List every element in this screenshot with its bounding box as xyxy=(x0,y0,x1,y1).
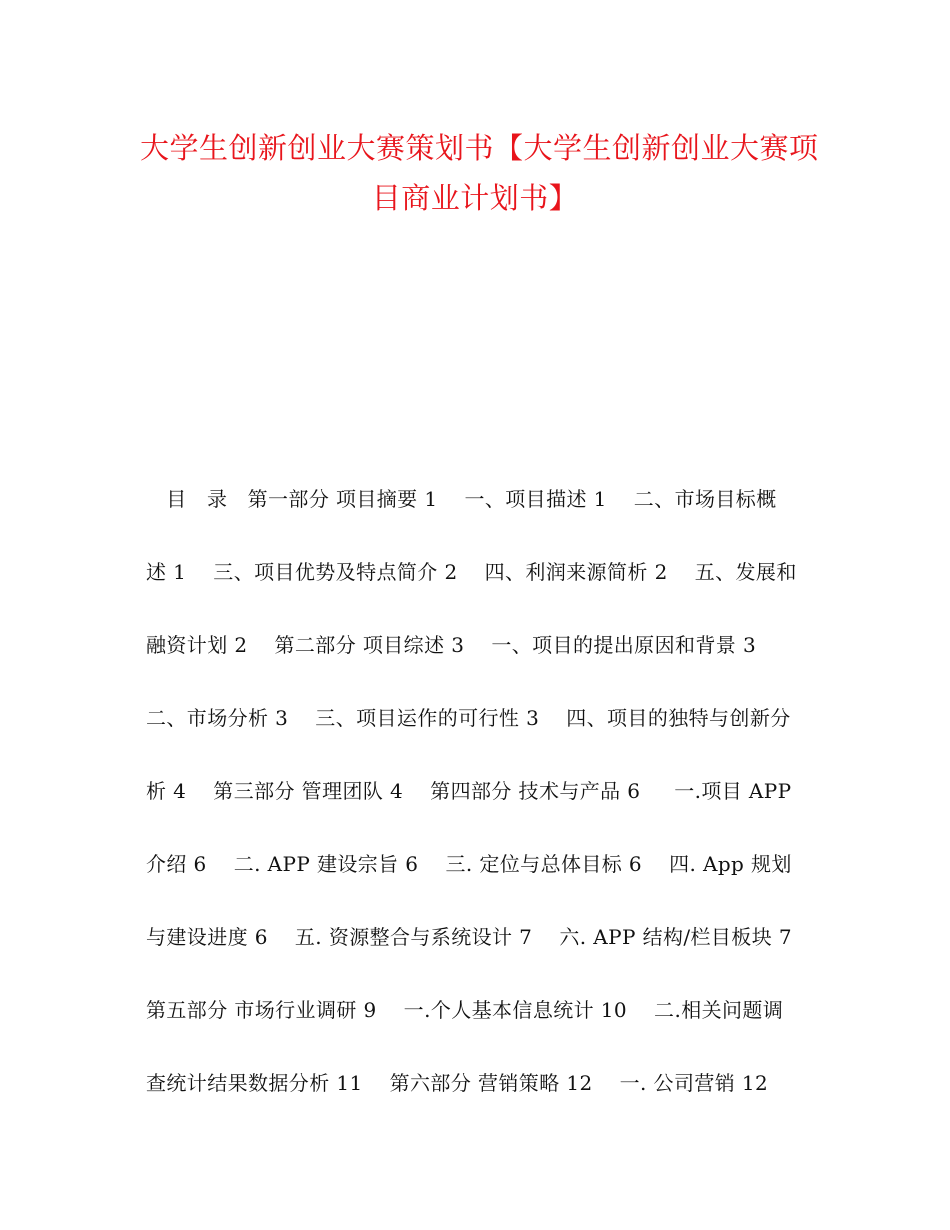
document-title xyxy=(140,123,819,223)
toc-line: 查统计结果数据分析 11 第六部分 营销策略 12 一. 公司营销 12 xyxy=(146,1071,769,1095)
toc-line: 融资计划 2 第二部分 项目综述 3 一、项目的提出原因和背景 3 xyxy=(146,633,757,657)
toc-line: 介绍 6 二. APP 建设宗旨 6 三. 定位与总体目标 6 四. App 规划 xyxy=(146,852,792,876)
toc-line: 与建设进度 6 五. 资源整合与系统设计 7 六. APP 结构/栏目板块 7 xyxy=(146,925,792,949)
toc-line: 析 4 第三部分 管理团队 4 第四部分 技术与产品 6 一.项目 APP xyxy=(146,779,792,803)
toc-line: 述 1 三、项目优势及特点简介 2 四、利润来源简析 2 五、发展和 xyxy=(146,560,797,584)
title-line-2: 目商业计划书】 xyxy=(371,181,579,215)
toc-line: 二、市场分析 3 三、项目运作的可行性 3 四、项目的独特与创新分 xyxy=(146,706,791,730)
toc-line: 目 录 第一部分 项目摘要 1 一、项目描述 1 二、市场目标概 xyxy=(146,487,777,511)
title-line-1: 大学生创新创业大赛策划书【大学生创新创业大赛项 xyxy=(140,131,819,165)
toc-line: 第五部分 市场行业调研 9 一.个人基本信息统计 10 二.相关问题调 xyxy=(146,998,784,1022)
